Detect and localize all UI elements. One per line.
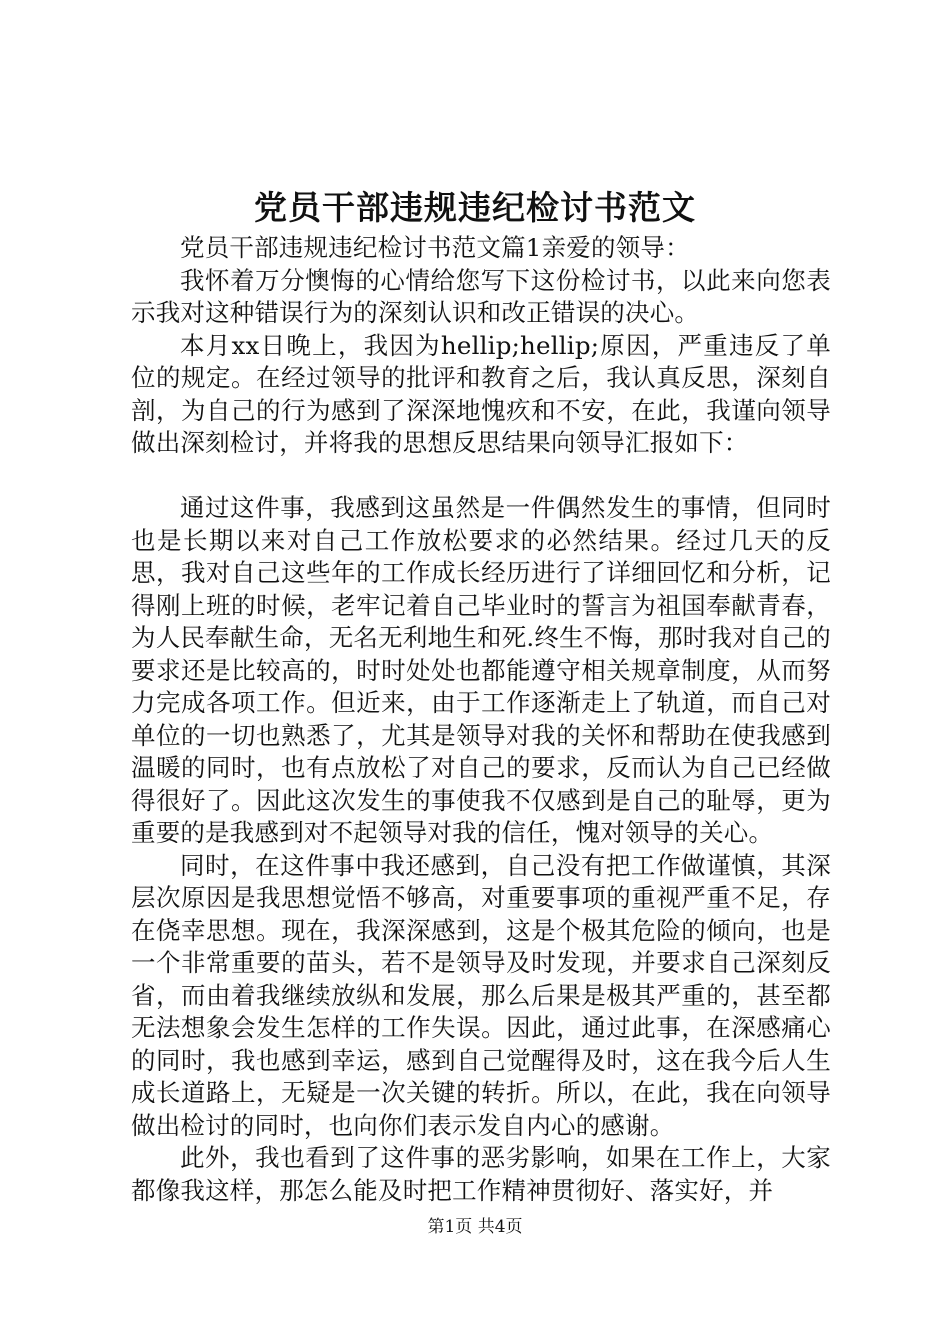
paragraph-spacer: [131, 460, 831, 493]
paragraph-1: 我怀着万分懊悔的心情给您写下这份检讨书，以此来向您表示我对这种错误行为的深刻认识和改正错误的决心。: [131, 265, 831, 327]
paragraph-4: 同时，在这件事中我还感到，自己没有把工作做谨慎，其深层次原因是我思想觉悟不够高，对重要事项的重视严重不足，存在侥幸思想。现在，我深深感到，这是个极其危险的倾向，也是一个非常重要的苗头，若不是领导及时发现，并要求自己深刻反省，而由着我继续放纵和发展，那么后果是极其严重的，甚至都无法想象会发生怎样的工作失误。因此，通过此事，在深感痛心的同时，我也感到幸运，感到自己觉醒得及时，这在我今后人生成长道路上，无疑是一次关键的转折。所以，在此，我在向领导做出检讨的同时，也向你们表示发自内心的感谢。: [131, 850, 831, 1140]
paragraph-5: 此外，我也看到了这件事的恶劣影响，如果在工作上，大家都像我这样，那怎么能及时把工作精神贯彻好、落实好，并: [131, 1143, 831, 1205]
document-title: 党员干部违规违纪检讨书范文: [254, 188, 696, 227]
paragraph-3: 通过这件事，我感到这虽然是一件偶然发生的事情，但同时也是长期以来对自己工作放松要求的必然结果。经过几天的反思，我对自己这些年的工作成长经历进行了详细回忆和分析，记得刚上班的时候，老牢记着自己毕业时的誓言为祖国奉献青春，为人民奉献生命，无名无利地生和死.终生不悔，那时我对自己的要求还是比较高的，时时处处也都能遵守相关规章制度，从而努力完成各项工作。但近来，由于工作逐渐走上了轨道，而自己对单位的一切也熟悉了，尤其是领导对我的关怀和帮助在使我感到温暖的同时，也有点放松了对自己的要求，反而认为自己已经做得很好了。因此这次发生的事使我不仅感到是自己的耻辱，更为重要的是我感到对不起领导对我的信任，愧对领导的关心。: [131, 493, 831, 847]
paragraph-2: 本月xx日晚上，我因为hellip;hellip;原因，严重违反了单位的规定。在经过领导的批评和教育之后，我认真反思，深刻自剖，为自己的行为感到了深深地愧疚和不安，在此，我谨向领导做出深刻检讨，并将我的思想反思结果向领导汇报如下：: [131, 330, 831, 457]
document-body: [131, 232, 831, 1207]
page-footer: 第1页 共4页: [427, 1217, 523, 1237]
paragraph-intro: 党员干部违规违纪检讨书范文篇1亲爱的领导：: [180, 233, 690, 262]
